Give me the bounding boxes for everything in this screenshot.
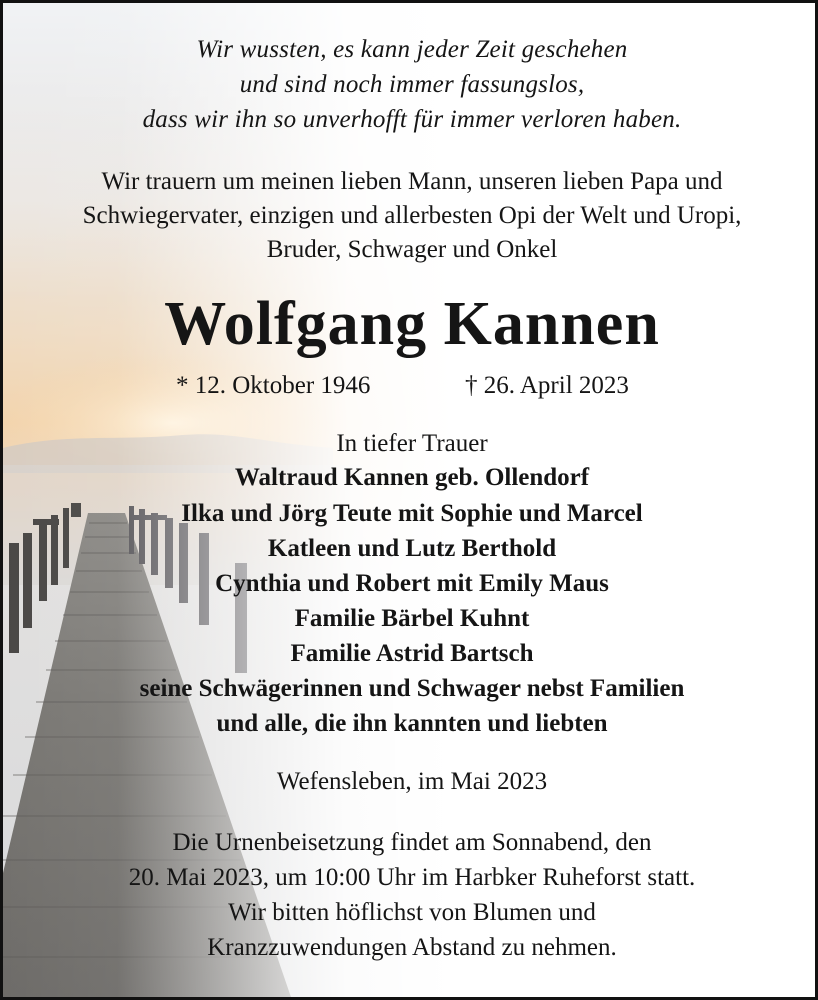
death-date: † 26. April 2023 <box>465 372 629 399</box>
life-dates <box>3 372 818 404</box>
deceased-name: Wolfgang Kannen <box>164 290 660 358</box>
quote-line: und sind noch immer fassungslos, <box>239 71 585 98</box>
mourner-name: Katleen und Lutz Berthold <box>267 535 557 562</box>
quote-line: Wir wussten, es kann jeder Zeit geschehen <box>196 36 628 63</box>
intro-line: Bruder, Schwager und Onkel <box>266 236 558 263</box>
mourner-name: seine Schwägerinnen und Schwager nebst Familien <box>139 675 685 702</box>
mourner-name: Waltraud Kannen geb. Ollendorf <box>234 464 590 491</box>
mourner-name: Cynthia und Robert mit Emily Maus <box>215 570 609 597</box>
mourner-name: Ilka und Jörg Teute mit Sophie und Marcel <box>181 500 643 527</box>
burial-notice-line: Die Urnenbeisetzung findet am Sonnabend, den <box>172 829 652 856</box>
place-date: Wefensleben, im Mai 2023 <box>276 768 548 795</box>
mourner-name: Familie Astrid Bartsch <box>290 640 534 667</box>
birth-date: * 12. Oktober 1946 <box>176 372 371 399</box>
burial-notice-line: Wir bitten höflichst von Blumen und <box>228 899 596 926</box>
mourning-heading: In tiefer Trauer <box>336 430 488 457</box>
obituary-text <box>3 3 818 1000</box>
mourner-name: Familie Bärbel Kuhnt <box>294 605 530 632</box>
quote-line: dass wir ihn so unverhofft für immer verloren haben. <box>142 106 682 133</box>
burial-notice-line: Kranzzuwendungen Abstand zu nehmen. <box>207 934 617 961</box>
mourner-name: und alle, die ihn kannten und liebten <box>216 710 608 737</box>
burial-notice-line: 20. Mai 2023, um 10:00 Uhr im Harbker Ruheforst statt. <box>128 864 696 891</box>
intro-line: Schwiegervater, einzigen und allerbesten Opi der Welt und Uropi, <box>82 202 742 229</box>
intro-line: Wir trauern um meinen lieben Mann, unseren lieben Papa und <box>101 168 723 195</box>
